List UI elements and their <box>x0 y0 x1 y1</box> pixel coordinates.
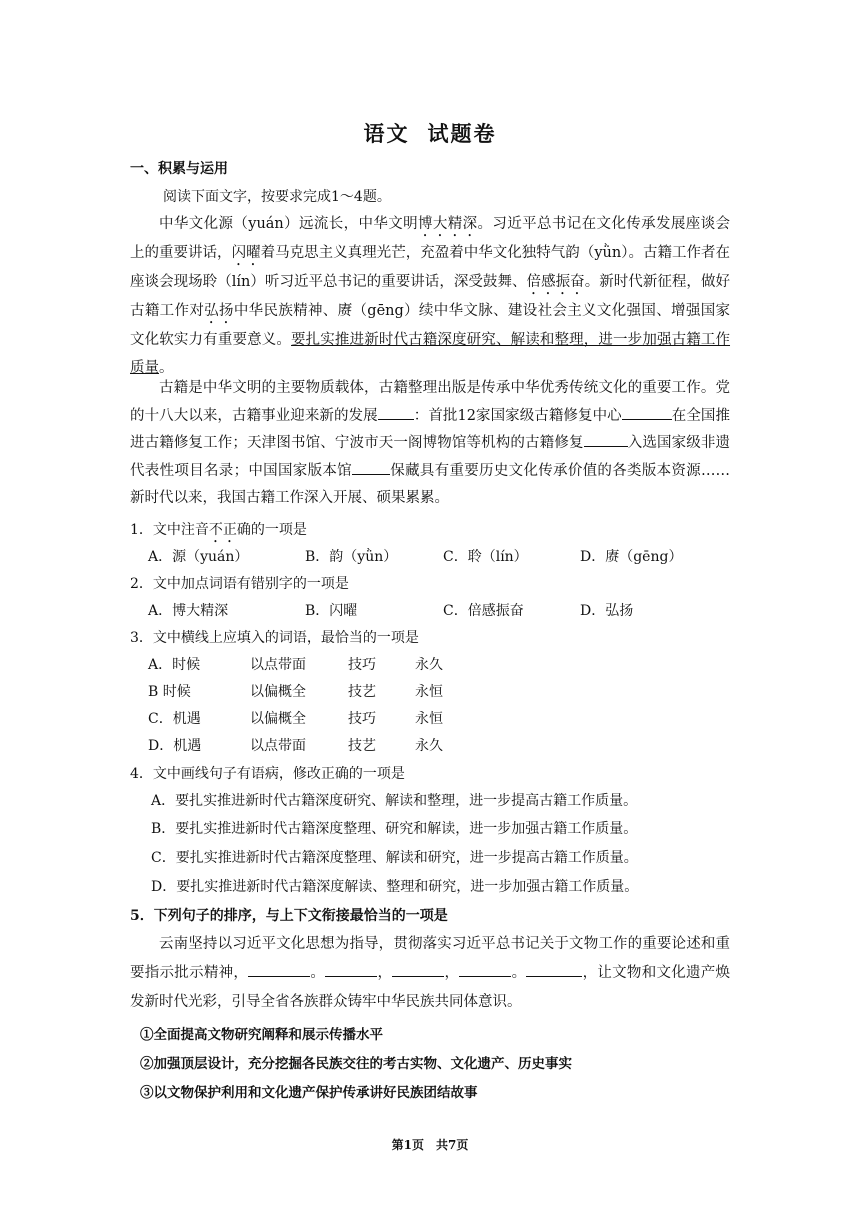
question-1-stem <box>130 519 307 546</box>
punct: 。 <box>310 965 326 981</box>
option-cell: C．机遇 <box>148 711 201 727</box>
title-paper: 试题卷 <box>427 121 497 146</box>
option-cell: 永久 <box>415 738 443 754</box>
option-d[interactable]: D．弘扬 <box>580 603 634 619</box>
option-cell: 技巧 <box>348 657 376 673</box>
option-b[interactable]: B．要扎实推进新时代古籍深度整理、研究和解读，进一步加强古籍工作质量。 <box>151 821 638 837</box>
question-4-stem: 4．文中画线句子有语病，修改正确的一项是 <box>130 766 405 782</box>
passage-text: 。 <box>159 359 174 376</box>
question-5-passage <box>130 930 730 1017</box>
option-c[interactable]: C．倍感振奋 <box>443 603 524 619</box>
punct: ， <box>444 965 460 981</box>
fill-blank <box>248 962 310 977</box>
option-d[interactable]: D．赓（gēng） <box>580 549 683 565</box>
punct: 。 <box>511 965 527 981</box>
option-cell: 以点带面 <box>250 657 306 673</box>
fill-blank <box>325 962 377 977</box>
passage-2 <box>130 375 730 513</box>
underlined-sentence: 要扎实推进新时代古籍深度研究、解读和整理，进一步加强古籍工作质量 <box>130 332 731 376</box>
title-subject: 语文 <box>363 121 410 146</box>
dotted-word: 不正 <box>208 522 237 538</box>
fill-blank <box>352 460 390 475</box>
passage-text: 着马克思主义真理光芒，充盈着中华文化独特气韵（yǜn）。古籍工作者在座谈会现场聆（lín）听习近平总书记的重要讲话，深受鼓舞、 <box>130 245 731 290</box>
question-2-stem: 2．文中加点词语有错别字的一项是 <box>130 576 349 592</box>
option-cell: 永久 <box>415 657 443 673</box>
passage-text: 在全国推进古籍修复工作；天津图书馆、宁波市天一阁博物馆等机构的古籍修复 <box>130 407 731 452</box>
dotted-word: 倍感振奋 <box>526 274 585 290</box>
option-cell: 技艺 <box>348 684 376 700</box>
instruction: 阅读下面文字，按要求完成1～4题。 <box>163 189 391 205</box>
passage-text: 中华民族精神、赓（gēng）续中华文脉、建设社会主义文化强国、增强国家文化软实力有重要意义。 <box>130 303 731 348</box>
passage-text: 中华文化源（yuán）远流长，中华文明 <box>159 216 419 232</box>
option-cell: 技艺 <box>348 738 376 754</box>
option-a[interactable]: A．博大精深 <box>148 603 229 619</box>
option-a[interactable]: A．要扎实推进新时代古籍深度研究、解读和整理，进一步提高古籍工作质量。 <box>151 793 638 809</box>
passage-text: 入选国家级非遗代表性项目名录；中国国家版本馆 <box>130 435 730 479</box>
sentence-item-3: ③以文物保护利用和文化遗产保护传承讲好民族团结故事 <box>140 1085 478 1101</box>
option-cell: 永恒 <box>415 684 443 700</box>
passage-1 <box>130 211 730 382</box>
passage-text: 云南坚持以习近平文化思想为指导，贯彻落实习近平总书记关于文物工作的重要论述和重要指示批示精神， <box>130 936 730 981</box>
stem-text: 确的一项是 <box>236 522 307 538</box>
page-footer: 第1页 共7页 <box>391 1138 469 1152</box>
sentence-item-2: ②加强顶层设计，充分挖掘各民族交往的考古实物、文化遗产、历史事实 <box>140 1056 572 1072</box>
fill-blank <box>622 405 672 420</box>
option-a[interactable]: A．源（yuán） <box>148 549 249 565</box>
fill-blank <box>526 962 582 977</box>
option-cell: 技巧 <box>348 711 376 727</box>
passage-text: 。习近平总书记在文化传承发展座谈会上的重要讲话， <box>130 216 731 261</box>
passage-text: 。新时代新征程，做好古籍工作对 <box>130 274 730 319</box>
passage-text: ，让文物和文化遗产焕发新时代光彩，引导全省各族群众铸牢中华民族共同体意识。 <box>130 965 731 1010</box>
dotted-word: 弘扬 <box>204 303 234 319</box>
fill-blank <box>584 432 628 447</box>
option-cell: A．时候 <box>148 657 201 673</box>
option-cell: 以偏概全 <box>250 684 306 700</box>
page-title <box>0 118 860 148</box>
option-c[interactable]: C．要扎实推进新时代古籍深度整理、解读和研究，进一步提高古籍工作质量。 <box>151 850 638 866</box>
option-b[interactable]: B．韵（yǜn） <box>305 549 398 565</box>
option-cell: 永恒 <box>415 711 443 727</box>
punct: ， <box>377 965 393 981</box>
passage-text: 古籍是中华文明的主要物质载体，古籍整理出版是传承中华优秀传统文化的重要工作。党的十八大以来，古籍事业迎来新的发展 <box>130 380 730 424</box>
option-cell: 以点带面 <box>250 738 306 754</box>
passage-text: ：首批12家国家级古籍修复中心 <box>413 407 622 424</box>
sentence-item-1: ①全面提高文物研究阐释和展示传播水平 <box>140 1027 383 1043</box>
option-cell: 以偏概全 <box>250 711 306 727</box>
option-d[interactable]: D．要扎实推进新时代古籍深度解读、整理和研究，进一步加强古籍工作质量。 <box>151 879 639 895</box>
question-3-stem: 3．文中横线上应填入的词语，最恰当的一项是 <box>130 630 419 646</box>
passage-text: 保藏具有重要历史文化传承价值的各类版本资源……新时代以来，我国古籍工作深入开展、硕果累累。 <box>130 462 731 507</box>
option-b[interactable]: B．闪曜 <box>305 603 358 619</box>
fill-blank <box>378 405 414 420</box>
fill-blank <box>392 962 444 977</box>
stem-text: 1．文中注音 <box>130 522 209 538</box>
question-5-stem: 5．下列句子的排序，与上下文衔接最恰当的一项是 <box>130 908 448 924</box>
option-cell: B 时候 <box>148 684 191 700</box>
option-c[interactable]: C．聆（lín） <box>443 549 528 565</box>
section-heading: 一、积累与运用 <box>130 161 228 177</box>
dotted-word: 闪曜 <box>231 245 261 261</box>
fill-blank <box>459 962 511 977</box>
option-cell: D．机遇 <box>148 738 202 754</box>
dotted-word: 博大精深 <box>418 216 478 232</box>
